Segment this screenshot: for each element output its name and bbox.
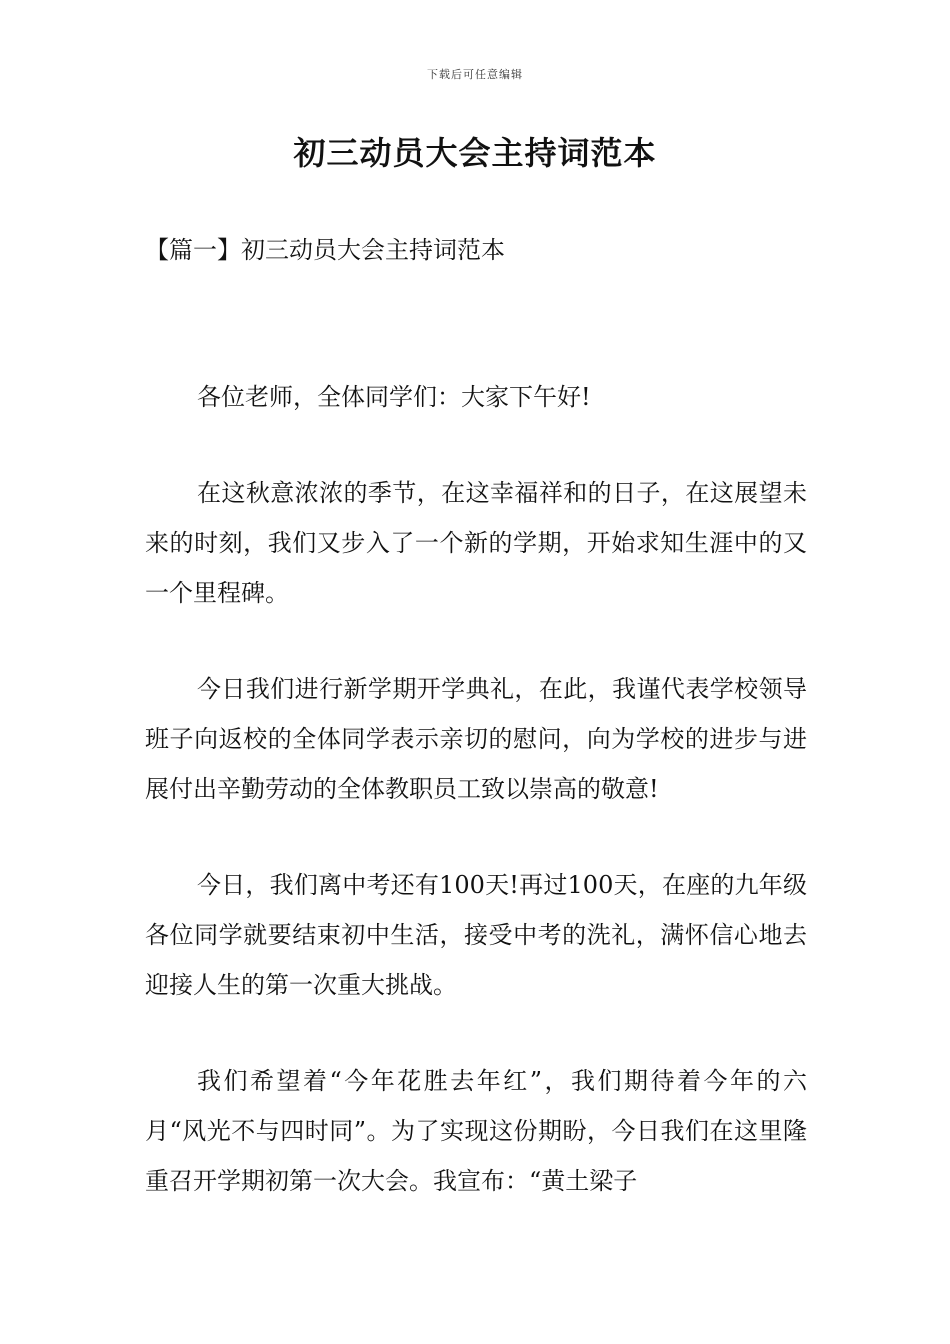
header-note: 下载后可任意编辑 xyxy=(427,68,523,81)
section-heading: 【篇一】初三动员大会主持词范本 xyxy=(145,236,505,264)
paragraph-countdown: 今日，我们离中考还有100天!再过100天，在座的九年级各位同学就要结束初中生活，接受中考的洗礼，满怀信心地去迎接人生的第一次重大挑战。 xyxy=(145,871,807,999)
paragraph-opening: 在这秋意浓浓的季节，在这幸福祥和的日子，在这展望未来的时刻，我们又步入了一个新的学期，开始求知生涯中的又一个里程碑。 xyxy=(145,479,807,607)
document-body xyxy=(145,372,807,1252)
paragraph-ceremony: 今日我们进行新学期开学典礼，在此，我谨代表学校领导班子向返校的全体同学表示亲切的慰问，向为学校的进步与进展付出辛勤劳动的全体教职员工致以崇高的敬意! xyxy=(145,675,807,803)
paragraph-hope: 我们希望着“今年花胜去年红”，我们期待着今年的六月“风光不与四时同”。为了实现这份期盼，今日我们在这里隆重召开学期初第一次大会。我宣布：“黄土梁子 xyxy=(145,1067,807,1195)
paragraph-greeting: 各位老师，全体同学们：大家下午好! xyxy=(197,383,591,411)
document-title: 初三动员大会主持词范本 xyxy=(293,134,657,172)
